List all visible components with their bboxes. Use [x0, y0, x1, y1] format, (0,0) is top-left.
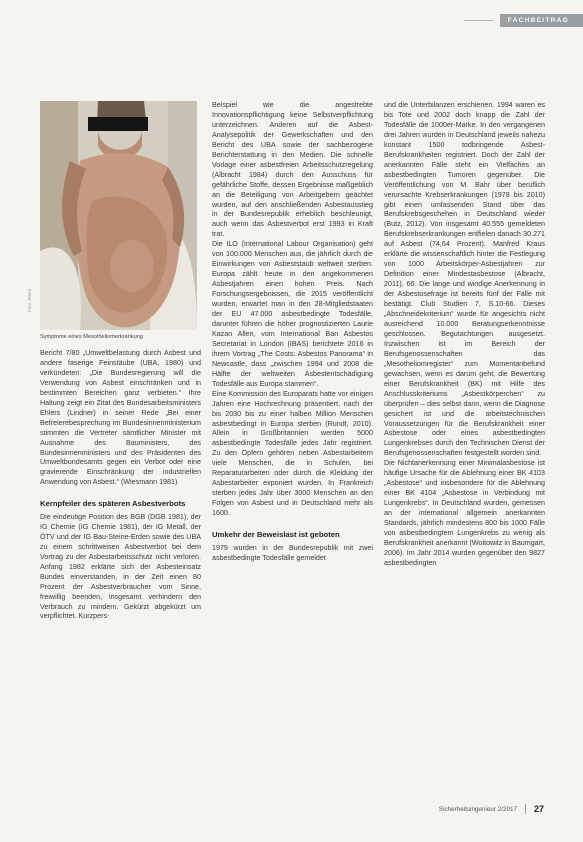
page-number: 27	[533, 804, 544, 814]
text-column-2	[212, 101, 373, 564]
paragraph: Eine Kommission des Europarats hatte vor einigen Jahren eine Hochrechnung präsentiert, nach der bis 2030 bis zu einer halben Million Menschen asbestbedingt in Europa sterben (Rundt, 2010). Allein in Großbritannien werden 5000 asbestbedingte Todesfälle jedes Jahr registriert. Zu den Opfern gehören neben Asbestarbeitern viele Menschen, die in Schulen, bei Reparaturarbeiten oder durch die Kleidung der Asbestarbeiter exponiert wurden. In Frankreich sterben jedes Jahr über 3000 Menschen an den Folgen von Asbest und in Deutschland mehr als 1600.	[212, 389, 373, 518]
patient-photo-illustration	[40, 101, 197, 330]
photo-caption: Symptome eines Mesotheliomerkrankung	[40, 334, 143, 340]
subheading: Kernpfeiler des späteren Asbestverbots	[40, 499, 186, 509]
paragraph: Bericht 7/80 „Umweltbelastung durch Asbest und andere faserige Feinstäube (UBA, 1980) und verkündeten: „Die Bundesregierung will die Verwendung von Asbest einschränken und in bestimmten Bereichen ganz verbieten.“ Ihre Haltung zeigt ein Zitat des Bundesarbeitsministers Ehlers (Lindner) in seiner Rede „Bei einer Befreierebesprechung im Bundesinnenministerium stimmten die Vertreter sämtlicher Minister mit Ausnahme des Bauministers, des Bundesinnenministers und des Präsidenten des Umweltbundesamts gegen ein Verbot oder eine gravierende Einschränkung der industriellen Anwendung von Asbest.“ (Wiesmann 1981)	[40, 349, 201, 487]
section-label: FACHBEITRAG	[500, 14, 583, 27]
section-tag	[464, 14, 583, 27]
paragraph: 1979 wurden in der Bundesrepublik mit zwei asbestbedingte Todesfälle gemeldet	[212, 543, 373, 562]
journal-name: Sicherheitsingenieur 2/2017	[438, 805, 517, 813]
paragraph: Beispiel wie die angestrebte Innovationspflichtigung keine Selbstverpflichtung unterzeichnen. Anderen auf die Asbest-Analysepolitik der Gewerkschaften und den Bericht des UBA sowie der sachbezogene Berichterstattung in den Medien. Die schnelle Vorlage einer asbestfreien Arbeitsschutzregelung (Albracht 1984) durch den Ausschuss für gefährliche Stoffe, dessen Ergebnisse maßgeblich an die Beteiligung von Arbeitgebern geächtet wurden, auf den anschließenden Asbestausstieg in der Bundesrepublik erheblich beschleunigt, auch wenn das Asbestverbot erst 1993 in Kraft trat.	[212, 101, 373, 239]
footer-divider	[525, 804, 526, 814]
photo-mesothelioma-patient	[40, 101, 197, 330]
paragraph: Die Nichtanerkennung einer Minimalasbestose ist häufige Ursache für die Ablehnung einer BK 4103 „Asbestose“ und insbesondere für die Ablehnung einer BK 4104 „Asbestose in Verbindung mit Lungenkrebs“. In Deutschland wurden, gemessen an der international allgemein anerkannten Standards, jährlich mindestens 800 bis 1000 Fälle von asbestbedingtem Lungenkrebs zu wenig als Berufskrankheit anerkannt (Woitowitz in Baumgart, 2006). Im Jahr 2014 wurden gegenüber den 9827 asbestbedingten	[384, 459, 545, 567]
text-column-1	[40, 349, 201, 622]
section-rule	[464, 20, 494, 21]
photo-credit: Foto: Privat	[27, 288, 32, 312]
eye-censor-bar	[88, 117, 148, 131]
subheading: Umkehr der Beweislast ist geboten	[212, 530, 340, 540]
paragraph: Die ILO (International Labour Organisation) geht von 100.000 Menschen aus, die jährlich durch die Einwirkungen von Asbeststaub weltweit sterben. Europa zählt heute in den angekommenen Asbestjahren einen hohen Preis. Nach Forschungsergebnissen, die 2015 veröffentlicht wurden, erwartet man in den 28-Mitgliedstaaten der EU 47.000 asbestbedingte Todesfälle, darunter führen die höher prognostizierten Laurie Kazan Allen, vom International Ban Asbestos Secretariat in London (IBAS) berichtete 2016 in ihrem Vortrag „The Costs: Asbestos Panorama“ in Newcastle, dass „zwischen 1994 und 2008 die Hälfte der weltweiten Asbestentschädigung Todesfälle aus Europa stammen“.	[212, 240, 373, 388]
paragraph: Die eindeutige Position des BGB (DGB 1981), der IG Chemie (IG Chemie 1981), der IG Metall, der ÖTV und der IG Bau-Steine-Erden sowie des UBA zu einem schrittweisen Asbestverbot bei dem Vortrag zu der Asbestarbeitsschutz nicht verloren. Anfang 1982 erklärte sich der Asbesteinsatz Bundes einverstanden, in der Zeit einen 80 Prozent der Asbestverbraucher vom Sinne, freiwillig beenden, insgesamt verhindern den Verbrauch zu mindern. Gekürzt abgekürzt um verpflichtet. Kurzpers-	[40, 512, 201, 621]
text-column-3	[384, 101, 545, 569]
page-footer	[439, 804, 544, 814]
paragraph: und die Unterbilanzen erschienen. 1994 waren es bis Tote und 2002 doch knapp die Zahl der Todesfälle die 1000er-Marke. In den vergangenen drei Jahren wurden in Deutschland jeweils nahezu konstant 1500 todbringende Asbest-Berufskrankheiten registriert. Doch der Zahl der anerkannten Fälle steht ein Vielfaches an asbestbedingten Tumoren gegenüber. Die Veröffentlichung von M. Bahr über beruflich verursachte Krebserkrankungen (1978 bis 2010) gibt einen umfassenden Stand über das Berufskrebsgeschehen in Deutschland wieder (Butz, 2012). Von insgesamt 40.555 gemeldeten Berufskrebserkrankungen entfielen danach 30.271 auf Asbest (74,64 Prozent). Manfred Kraus erklärte die wissenschaftlich hinter die Festlegung von 1000 Arbeitskörper-Asbestjahren zur Definition einer Mindestasbestose (Albracht, 2011), 66. Die lange und windige Anerkennung in der Asbestosefrage ist bereits fünf der Fälle mit bestätigt. Club Studien 7, S.10-66. Dieses „Abschneidekriterium“ wurde für angesichts nicht ausreichend 10.000 Beratungserkenntnisse geschlossen. Begutachtungen ausgesetzt. Inzwischen ist im Bereich der Berufsgenossenschaften das „Mesotheliomregister“ zum Momentanbefund gewachsen, wenn es darum geht, die Bewertung einer Berufskrankheit (BK) mit Hilfe des Anschlusskriteriums „Asbestkörperchen“ zu überprüfen – dies selbst dann, wenn die Diagnose gesichert ist und die arbeitstechnischen Voraussetzungen für die Berufskrankheit einer Asbestose oder eines asbestbedingten Lungenkrebses durch den Technischen Dienst der Berufsgenossenschaften festgestellt worden sind.	[384, 101, 545, 458]
